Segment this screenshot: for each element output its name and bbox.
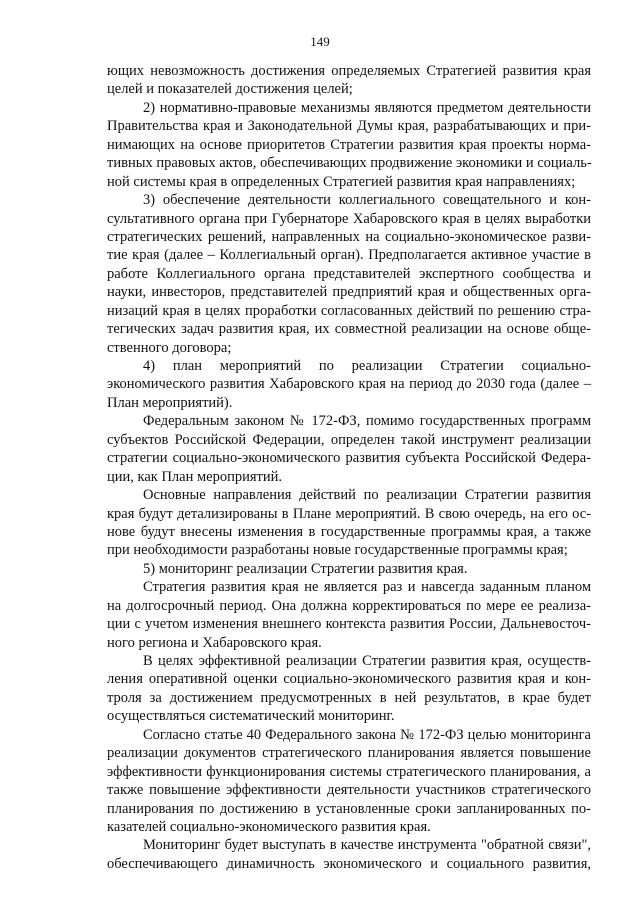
paragraph [107,578,591,652]
text-line: троля за достижением предусмотренных в ней результатов, в крае будет [107,689,591,706]
paragraph [107,357,591,412]
text-line: стратегических решений, направленных на социально-экономическое разви- [107,228,591,245]
text-line: ной системы края в определенных Стратегией развития края направлениях; [107,173,576,190]
text-line: реализации документов стратегического планирования является повышение [107,745,591,762]
paragraph [107,560,591,578]
text-line: тие края (далее – Коллегиальный орган). Предполагается активное участие в [107,247,591,264]
paragraph [107,191,591,357]
text-line: обеспечивающего динамичность экономического и социального развития, [107,855,591,872]
paragraph [107,412,591,486]
text-line: ции с учетом изменения внешнего контекста развития России, Дальневосточ- [107,616,591,633]
text-line: науки, инвесторов, представителей предприятий края и общественных орга- [107,284,591,301]
text-line: экономического развития Хабаровского края на период до 2030 года (далее – [107,376,591,393]
text-line: при необходимости разработаны новые государственные программы края; [107,542,568,559]
text-line: на долгосрочный период. Она должна корректироваться по мере ее реализа- [107,597,591,614]
text-line: Основные направления действий по реализации Стратегии развития [143,487,591,504]
text-line: Мониторинг будет выступать в качестве инструмента "обратной связи", [143,837,591,854]
text-line: края будут детализированы в Плане мероприятий. В свою очередь, на его ос- [107,505,591,522]
text-line: нимающих на основе приоритетов Стратегии развития края проекты норма- [107,136,591,153]
text-line: ления оперативной оценки социально-экономического развития края и кон- [107,671,591,688]
text-line: Правительства края и Законодательной Думы края, разрабатывающих и при- [107,118,591,135]
text-line: ственного договора; [107,339,232,356]
text-line: целей и показателей достижения целей; [107,81,353,98]
text-line: 4) план мероприятий по реализации Стратегии социально- [143,358,591,374]
paragraph [107,486,591,560]
text-line: также повышение эффективности деятельности участников стратегического [107,782,591,799]
page-number: 149 [310,34,330,49]
text-line: низаций края в целях проработки согласованных действий по решению стра- [107,302,591,319]
text-line: 3) обеспечение деятельности коллегиального совещательного и кон- [143,192,591,209]
text-line: Стратегия развития края не является раз и навсегда заданным планом [143,579,591,596]
text-line: Федеральным законом № 172-ФЗ, помимо государственных программ [143,413,591,430]
paragraph [107,652,591,726]
text-line: нове будут внесены изменения в государственные программы края, а также [107,523,591,540]
paragraph [107,62,591,99]
text-line: 2) нормативно-правовые механизмы являются предметом деятельности [143,99,591,116]
text-line: В целях эффективной реализации Стратегии развития края, осуществ- [143,653,591,669]
document-body [107,62,591,873]
text-line: ции, как План мероприятий. [107,468,283,485]
text-line: осуществляться систематический мониторинг. [107,708,395,725]
text-line: стратегии социально-экономического развития субъекта Российской Федера- [107,450,591,467]
text-line: субъектов Российской Федерации, определен такой инструмент реализации [107,431,591,448]
text-line: 5) мониторинг реализации Стратегии развития края. [143,560,468,577]
text-line: ющих невозможность достижения определяемых Стратегией развития края [107,63,591,79]
text-line: планирования по достижению в установленные сроки запланированных по- [107,800,591,817]
text-line: работе Коллегиального органа представителей экспертного сообщества и [107,265,591,282]
text-line: сультативного органа при Губернаторе Хабаровского края в целях выработки [107,210,591,227]
text-line: План мероприятий). [107,394,233,411]
text-line: тегических задач развития края, их совместной реализации на основе обще- [107,321,591,338]
text-line: Согласно статье 40 Федерального закона № 172-ФЗ целью мониторинга [143,726,591,743]
text-line: эффективности функционирования системы стратегического планирования, а [107,763,591,780]
text-line: казателей социально-экономического развития края. [107,818,431,835]
paragraph [107,836,591,873]
text-line: тивных правовых актов, обеспечивающих продвижение экономики и социаль- [107,155,592,172]
paragraph [107,99,591,191]
text-line: ного региона и Хабаровского края. [107,634,322,651]
paragraph [107,726,591,837]
